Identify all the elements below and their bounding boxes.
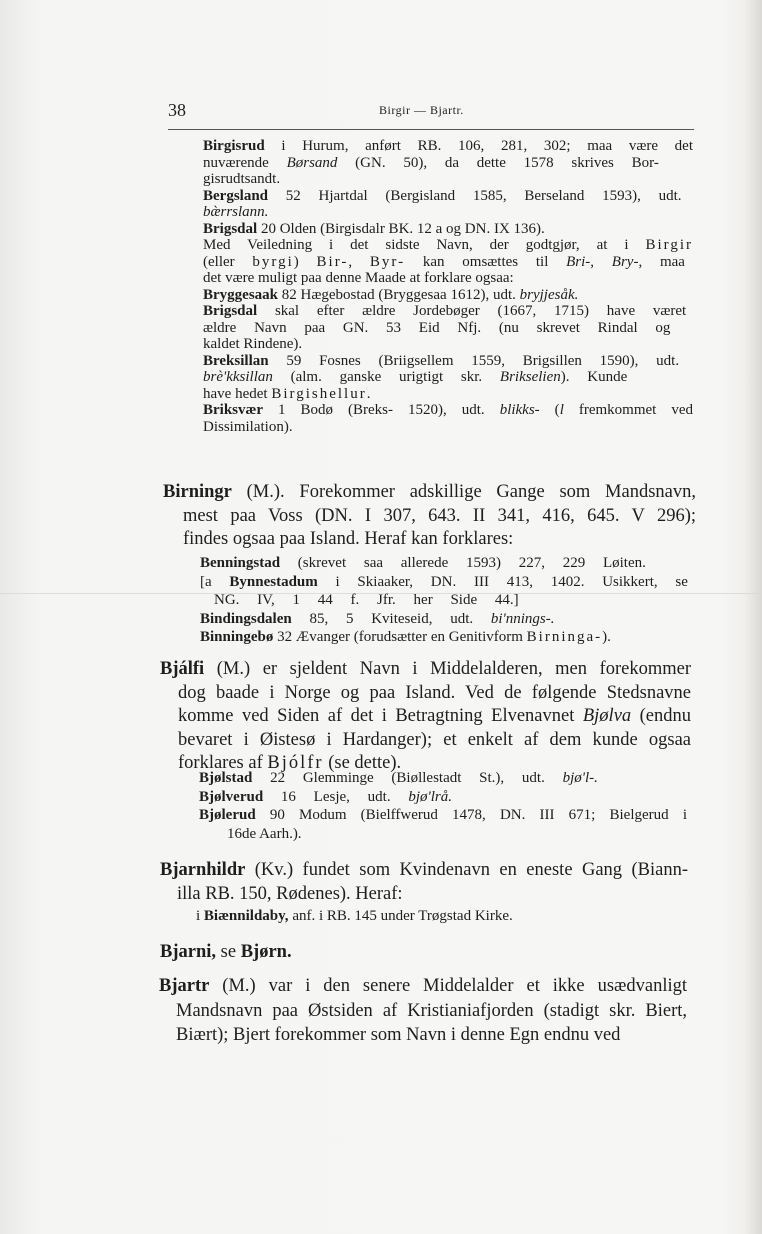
body-text: 82 Hægebostad (Bryggesaa 1612), udt. — [278, 286, 520, 303]
text-line — [214, 593, 519, 608]
text-line — [200, 612, 555, 627]
italic-text: Bri- — [566, 253, 591, 270]
text-line — [160, 943, 292, 962]
spaced-text: Byr- — [369, 253, 406, 270]
page-number: 38 — [168, 100, 186, 120]
text-line — [199, 808, 687, 823]
italic-text: bi'nnings-. — [490, 610, 555, 627]
body-text: , — [348, 253, 370, 270]
body-text: forklares af — [178, 753, 268, 773]
text-line — [203, 255, 685, 270]
text-line — [200, 556, 646, 571]
page-header — [168, 100, 694, 120]
bjarnhildr-subentries — [196, 909, 606, 933]
body-text: ) — [293, 253, 317, 270]
body-text: (skrevet saa allerede 1593) 227, 229 Løiten. — [280, 555, 646, 571]
body-text: Med Veiledning i det sidste Navn, der godtgjør, at i — [203, 237, 646, 253]
body-text: (M.) var i den senere Middelalder et ikke usædvanligt — [209, 976, 687, 996]
text-line — [160, 660, 691, 679]
headword: Bjartr — [159, 976, 210, 996]
text-line — [196, 909, 513, 924]
headword: Bindingsdalen — [200, 610, 292, 627]
body-text: kaldet Rindene). — [203, 336, 303, 352]
body-text: (GN. 50), da dette 1578 skrives Bor- — [337, 154, 659, 171]
body-text: dog baade i Norge og paa Island. Ved de følgende Stedsnavne — [178, 682, 691, 703]
body-text: se — [216, 942, 241, 962]
text-line — [203, 354, 679, 369]
text-line — [183, 507, 696, 526]
text-line — [199, 790, 452, 805]
body-text: 52 Hjartdal (Bergisland 1585, Berseland 1593), udt. — [268, 187, 682, 204]
headword: Bjarnhildr — [160, 860, 246, 880]
spaced-text: byrgi — [252, 253, 294, 270]
body-text: Mandsnavn paa Østsiden af Kristianiafjorden (stadigt skr. Biert, — [176, 1000, 687, 1021]
body-text: mest paa Voss (DN. I 307, 643. II 341, 416, 645. V 296); — [183, 505, 696, 526]
body-text: i Hurum, anført RB. 106, 281, 302; maa være det — [264, 138, 693, 154]
text-line — [176, 1002, 687, 1021]
body-text: (M.) er sjeldent Navn i Middelalderen, men forekommer — [204, 659, 691, 679]
headword: Bynnestadum — [229, 573, 318, 590]
text-line — [203, 205, 268, 220]
text-line — [200, 630, 611, 645]
italic-text: Bry- — [611, 253, 639, 270]
bjalfi-subentries — [199, 771, 687, 851]
body-text: nuværende — [203, 154, 287, 171]
body-text: ). Kunde — [560, 369, 628, 385]
body-text: 59 Fosnes (Briigsellem 1559, Brigsillen 1590), udt. — [268, 352, 680, 369]
body-text: i Skiaaker, DN. III 413, 1402. Usikkert, se — [317, 573, 688, 590]
italic-text: bryjjesåk. — [519, 286, 579, 303]
body-text: kan omsættes til — [405, 253, 567, 270]
italic-text: l — [559, 402, 564, 418]
body-text: , — [590, 253, 612, 270]
body-text: Dissimilation). — [203, 418, 293, 435]
text-line — [159, 977, 687, 996]
text-line — [203, 321, 670, 336]
text-line — [203, 222, 545, 237]
body-text: gisrudtsandt. — [203, 171, 281, 187]
body-text: skal efter ældre Jordebøger (1667, 1715) have været — [257, 303, 687, 319]
text-line — [203, 189, 682, 204]
page-edge-shadow — [744, 0, 762, 1234]
italic-text: Børsand — [286, 154, 338, 171]
body-text: ældre Navn paa GN. 53 Eid Nfj. (nu skrevet Rindal og — [203, 319, 671, 336]
headword: Binningebø — [200, 629, 274, 645]
text-line — [203, 156, 659, 171]
headword: Brigsdal — [203, 303, 258, 319]
italic-text: bjø'lrå. — [408, 788, 452, 805]
body-text: (alm. ganske urigtigt skr. — [272, 369, 500, 385]
italic-text: blikks- — [499, 402, 540, 418]
body-text: fremkommet ved — [563, 402, 694, 418]
spaced-text: Bjólfr — [267, 753, 324, 773]
text-line — [176, 1026, 620, 1045]
text-line — [203, 304, 686, 319]
headword: Bjarni, — [160, 942, 217, 962]
text-line — [203, 238, 693, 253]
body-text: (M.). Forekommer adskillige Gange som Mandsnavn, — [231, 482, 696, 502]
text-line — [203, 139, 693, 154]
spaced-text: Birninga- — [526, 629, 603, 645]
birningr-subentries — [200, 556, 692, 655]
body-text: illa RB. 150, Rødenes). Heraf: — [177, 884, 403, 904]
italic-text: bjø'l-. — [562, 770, 598, 786]
body-text: 16 Lesje, udt. — [263, 788, 409, 805]
text-line — [178, 731, 691, 750]
text-line — [160, 861, 688, 880]
body-text: (Kv.) fundet som Kvindenavn en eneste Gang (Biann- — [245, 860, 688, 880]
text-line — [178, 707, 691, 726]
headword: Breksillan — [203, 352, 269, 369]
entry-bjarni — [160, 943, 310, 973]
spaced-text: Birgir — [645, 237, 693, 253]
headword: Bjølstad — [199, 770, 253, 786]
text-line — [203, 337, 302, 352]
text-line — [203, 387, 370, 402]
body-text: 90 Modum (Bielffwerud 1478, DN. III 671; Bielgerud i — [255, 807, 687, 823]
text-line — [203, 271, 514, 286]
birgir-subentries — [203, 139, 693, 442]
body-text: 16de Aarh.). — [227, 825, 302, 842]
body-text: 20 Olden (Birgisdalr BK. 12 a og DN. IX 136). — [257, 220, 545, 237]
headword: Brigsdal — [203, 220, 258, 237]
italic-text: brè'kksillan — [203, 369, 273, 385]
text-line — [203, 172, 280, 187]
text-line — [227, 827, 302, 842]
headword: Bjørn. — [240, 942, 292, 962]
headword: Bergsland — [203, 187, 269, 204]
body-text: . — [366, 385, 371, 402]
text-line — [203, 420, 293, 435]
entry-bjalfi — [160, 660, 691, 784]
body-text: 1 Bodø (Breks- 1520), udt. — [263, 402, 500, 418]
headword: Benningstad — [200, 555, 281, 571]
body-text: Biært); Bjert forekommer som Navn i denne Egn endnu ved — [176, 1025, 621, 1045]
body-text: bevaret i Øistesø i Hardanger); et enkelt af dem kunde ogsaa — [178, 729, 691, 750]
text-line — [183, 530, 513, 549]
headword: Bjálfi — [160, 659, 205, 679]
body-text: ( — [539, 402, 560, 418]
body-text: anf. i RB. 145 under Trøgstad Kirke. — [288, 908, 513, 924]
body-text: (endnu — [631, 706, 692, 726]
text-line — [199, 771, 598, 786]
headword: Bryggesaak — [203, 286, 278, 303]
headword: Birningr — [163, 482, 232, 502]
headword: Briksvær — [203, 402, 263, 418]
italic-text: Brikselien — [499, 369, 561, 385]
body-text: NG. IV, 1 44 f. Jfr. her Side 44.] — [214, 592, 519, 608]
body-text: , maa — [638, 253, 685, 270]
text-line — [178, 684, 691, 703]
headword: Biænnildaby, — [203, 908, 289, 924]
entry-bjartr — [159, 977, 687, 1057]
italic-text: bæ̀rrslann. — [203, 204, 269, 220]
headword: Bjølverud — [199, 788, 264, 805]
body-text: i — [196, 908, 204, 924]
running-head: Birgir — Bjartr. — [379, 103, 464, 117]
body-text: (eller — [203, 253, 253, 270]
headword: Birgisrud — [203, 138, 265, 154]
italic-text: Bjølva — [582, 706, 632, 726]
text-line — [203, 403, 693, 418]
headword: Bjølerud — [199, 807, 256, 823]
text-line — [163, 483, 696, 502]
entry-bjarnhildr — [160, 861, 688, 915]
spaced-text: Bir- — [316, 253, 349, 270]
entry-birningr — [163, 483, 696, 560]
body-text: findes ogsaa paa Island. Heraf kan forklares: — [183, 529, 514, 549]
text-line — [200, 575, 688, 590]
body-text: ). — [602, 629, 611, 645]
spaced-text: Birgishellur — [271, 385, 367, 402]
text-line — [203, 288, 578, 303]
body-text: komme ved Siden af det i Betragtning Elvenavnet — [178, 706, 583, 726]
body-text: 85, 5 Kviteseid, udt. — [291, 610, 491, 627]
body-text: 32 Ævanger (forudsætter en Genitivform — [273, 629, 527, 645]
body-text: have hedet — [203, 385, 272, 402]
body-text: (se dette). — [323, 753, 402, 773]
body-text: [a — [200, 573, 230, 590]
text-line — [177, 885, 403, 904]
body-text: det være muligt paa denne Maade at forklare ogsaa: — [203, 270, 514, 286]
header-rule — [168, 129, 694, 130]
text-line — [203, 370, 627, 385]
body-text: 22 Glemminge (Biøllestadt St.), udt. — [252, 770, 563, 786]
